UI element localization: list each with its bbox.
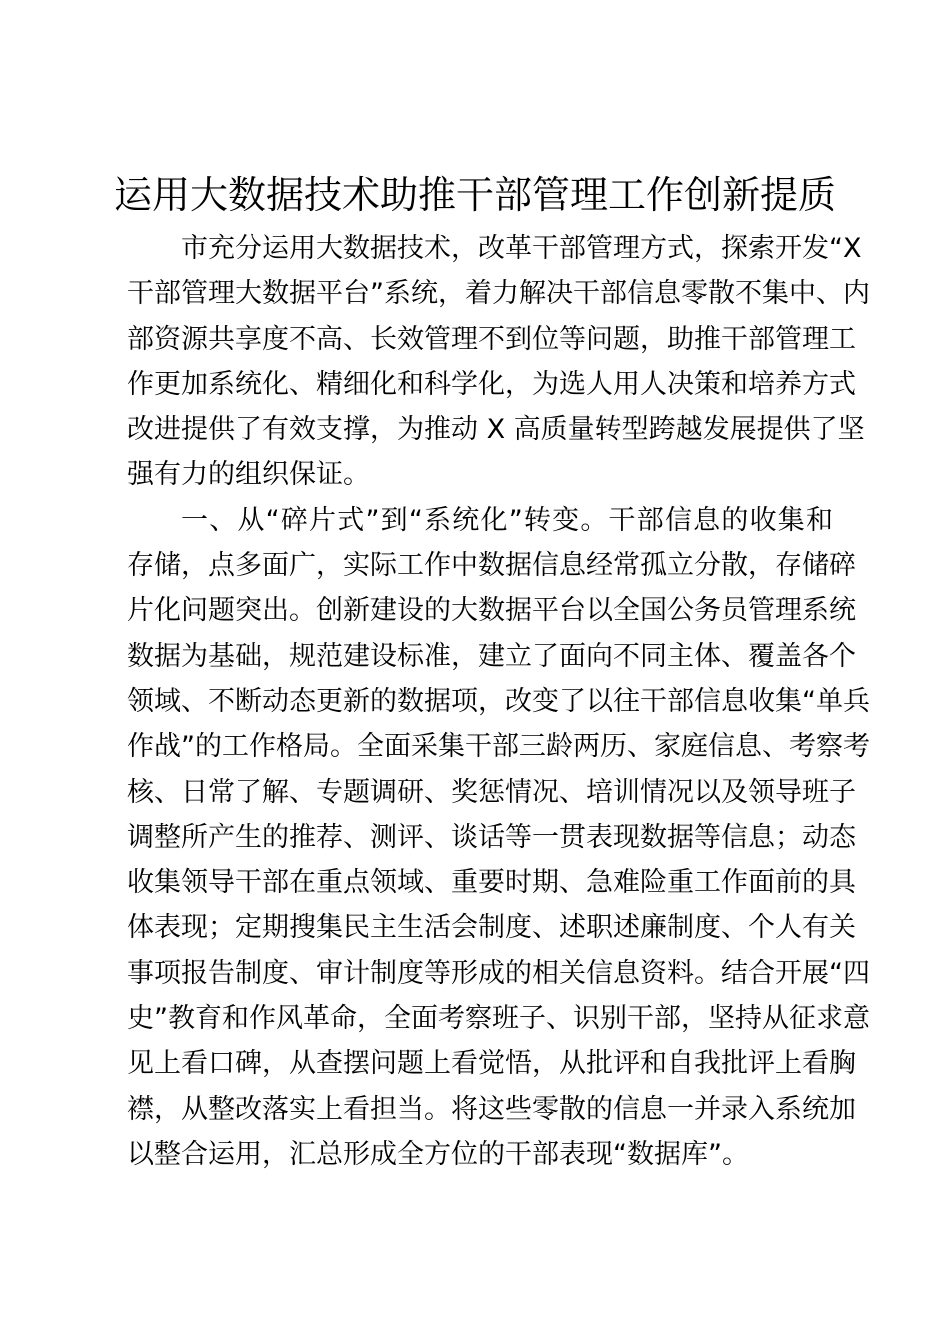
text-line: 领域、不断动态更新的数据项，改变了以往干部信息收集“单兵 xyxy=(127,685,870,717)
text-line: 作更加系统化、精细化和科学化，为选人用人决策和培养方式 xyxy=(127,368,856,400)
document-title: 运用大数据技术助推干部管理工作创新提质 xyxy=(113,173,836,217)
paragraph-section-one xyxy=(127,498,870,1177)
text-line: 体表现；定期搜集民主生活会制度、述职述廉制度、个人有关 xyxy=(127,912,856,944)
text-line: 调整所产生的推荐、测评、谈话等一贯表现数据等信息；动态 xyxy=(127,821,856,853)
text-line: 片化问题突出。创新建设的大数据平台以全国公务员管理系统 xyxy=(127,595,856,627)
text-line: 收集领导干部在重点领域、重要时期、急难险重工作面前的具 xyxy=(127,867,856,899)
document-body xyxy=(127,226,870,1177)
text-line: 干部管理大数据平台”系统，着力解决干部信息零散不集中、内 xyxy=(127,278,870,310)
text-line: 核、日常了解、专题调研、奖惩情况、培训情况以及领导班子 xyxy=(127,776,856,808)
text-line: 数据为基础，规范建设标准，建立了面向不同主体、覆盖各个 xyxy=(127,640,856,672)
text-line: 市充分运用大数据技术，改革干部管理方式，探索开发“X xyxy=(181,233,862,264)
text-line: 襟，从整改落实上看担当。将这些零散的信息一并录入系统加 xyxy=(127,1093,856,1125)
text-line: 以整合运用，汇总形成全方位的干部表现“数据库”。 xyxy=(127,1138,749,1170)
text-line: 一、从“碎片式”到“系统化”转变。干部信息的收集和 xyxy=(181,504,833,536)
text-line: 见上看口碑，从查摆问题上看觉悟，从批评和自我批评上看胸 xyxy=(127,1048,856,1080)
text-line: 部资源共享度不高、长效管理不到位等问题，助推干部管理工 xyxy=(127,323,856,355)
paragraph-intro xyxy=(127,226,870,498)
text-line: 事项报告制度、审计制度等形成的相关信息资料。结合开展“四 xyxy=(127,957,870,989)
text-line: 作战”的工作格局。全面采集干部三龄两历、家庭信息、考察考 xyxy=(127,731,870,763)
text-line: 史”教育和作风革命，全面考察班子、识别干部，坚持从征求意 xyxy=(127,1003,870,1035)
text-line: 强有力的组织保证。 xyxy=(127,459,370,491)
text-line: 改进提供了有效支撑，为推动 X 高质量转型跨越发展提供了坚 xyxy=(127,414,865,446)
text-line: 存储，点多面广，实际工作中数据信息经常孤立分散，存储碎 xyxy=(127,550,856,582)
